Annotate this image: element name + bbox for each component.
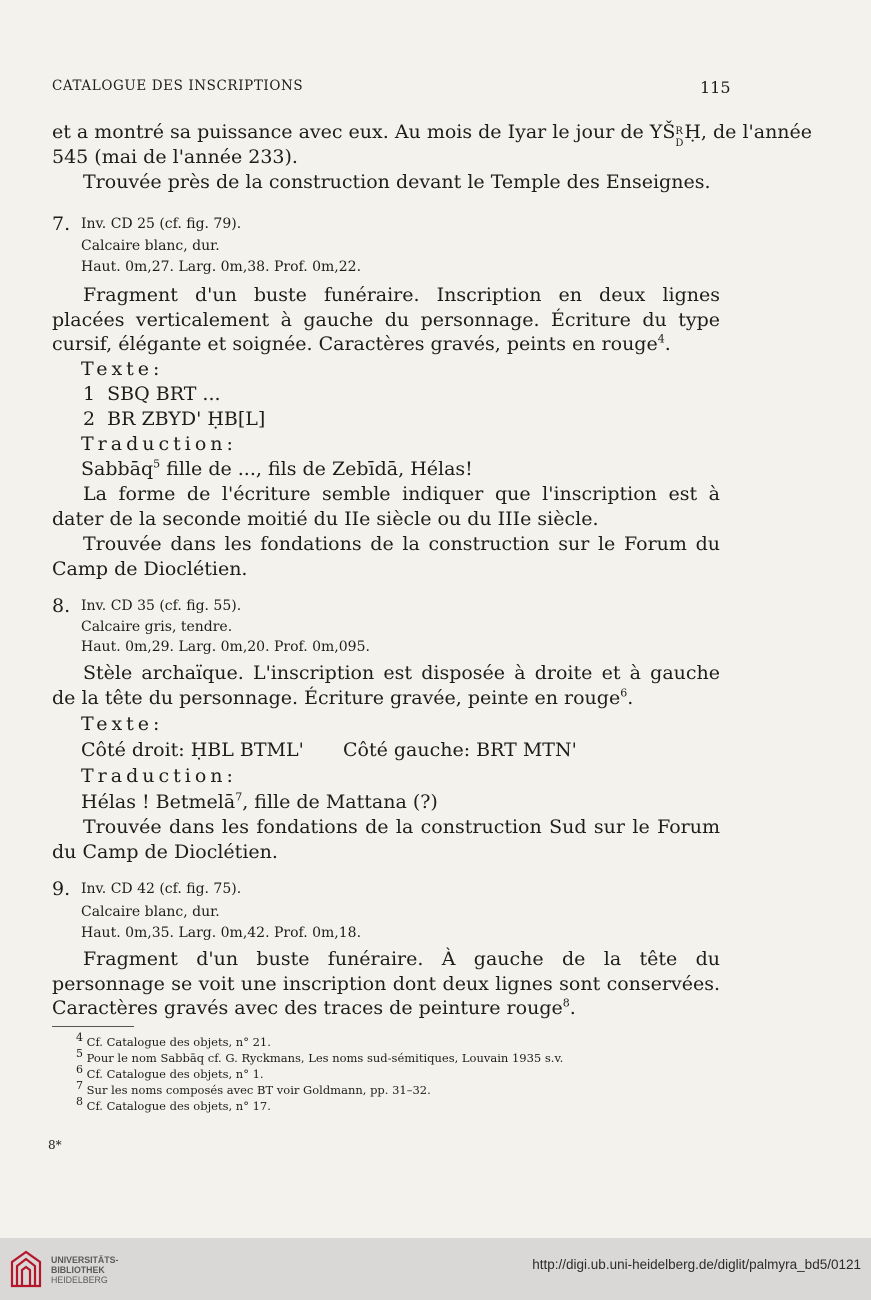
entry-7-number: 7. — [52, 213, 71, 235]
viewer-footer — [0, 1238, 871, 1300]
entry-7-description: Fragment d'un buste funéraire. Inscription en deux lignes placées verticalement à gauche du personnage. Écriture du type cursif, élégante et soignée. Caractères gravés, peints en rouge$^4$. — [52, 284, 720, 355]
intro-subscript: D — [675, 138, 684, 149]
entry-9-number: 9. — [52, 878, 71, 900]
entry-7-traduction-label: Traduction: — [81, 433, 237, 455]
entry-8-traduction-label: Traduction: — [81, 765, 237, 787]
running-header: CATALOGUE DES INSCRIPTIONS — [52, 78, 304, 94]
entry-8-dims: Haut. 0m,29. Larg. 0m,20. Prof. 0m,095. — [81, 639, 370, 655]
entry-8-number: 8. — [52, 595, 71, 617]
entry-9-description: Fragment d'un buste funéraire. À gauche de la tête du personnage se voit une inscription dont deux lignes sont conservées. Caractères gravés avec des traces de peinture rouge$^8$. — [52, 948, 720, 1019]
entry-8-description: Stèle archaïque. L'inscription est disposée à droite et à gauche de la tête du personnage. Écriture gravée, peinte en rouge$^6$. — [52, 662, 720, 709]
footnote-8: 8 Cf. Catalogue des objets, n° 17. — [76, 1095, 271, 1113]
library-name: UNIVERSITÄTS- BIBLIOTHEK HEIDELBERG — [51, 1255, 119, 1285]
intro-line-2: 545 (mai de l'année 233). — [52, 146, 298, 168]
entry-7-material: Calcaire blanc, dur. — [81, 238, 220, 254]
entry-8-texte-right-side: Côté droit: ḤBL BTML' — [81, 739, 304, 761]
entry-7-inv: Inv. CD 25 (cf. fig. 79). — [81, 216, 242, 232]
entry-9-dims: Haut. 0m,35. Larg. 0m,42. Prof. 0m,18. — [81, 925, 362, 941]
entry-7-found: Trouvée dans les fondations de la construction sur le Forum du Camp de Dioclétien. — [52, 533, 720, 580]
entry-7-dims: Haut. 0m,27. Larg. 0m,38. Prof. 0m,22. — [81, 259, 362, 275]
entry-8-inv: Inv. CD 35 (cf. fig. 55). — [81, 598, 242, 614]
entry-7-texte-line-1: 1 SBQ BRT ... — [83, 383, 221, 405]
intro-superscript: R — [675, 126, 683, 137]
entry-7-texte-label: Texte: — [81, 358, 164, 380]
intro-line-1: et a montré sa puissance avec eux. Au mois de Iyar le jour de YŠ R D Ḥ, de l'année — [52, 121, 813, 149]
entry-8-traduction: Hélas ! Betmelā$^7$, fille de Mattana (?) — [81, 790, 438, 813]
page-number: 115 — [700, 78, 731, 97]
footnote-6: 6 Cf. Catalogue des objets, n° 1. — [76, 1063, 264, 1081]
entry-7-texte-line-2: 2 BR ZBYD' ḤB[L] — [83, 408, 266, 430]
source-url-link[interactable]: http://digi.ub.uni-heidelberg.de/diglit/palmyra_bd5/0121 — [532, 1257, 861, 1272]
entry-8-texte-left-side: Côté gauche: BRT MTN' — [343, 739, 577, 761]
entry-8-texte-label: Texte: — [81, 713, 164, 735]
library-logo-icon — [8, 1248, 44, 1290]
entry-8-material: Calcaire gris, tendre. — [81, 619, 233, 635]
intro-found: Trouvée près de la construction devant le Temple des Enseignes. — [83, 171, 711, 193]
footnote-7: 7 Sur les noms composés avec BT voir Goldmann, pp. 31–32. — [76, 1079, 431, 1097]
footnote-4: 4 Cf. Catalogue des objets, n° 21. — [76, 1031, 271, 1049]
footnote-rule — [52, 1026, 134, 1027]
entry-9-material: Calcaire blanc, dur. — [81, 904, 220, 920]
entry-7-comment: La forme de l'écriture semble indiquer que l'inscription est à dater de la seconde moitié du IIe siècle ou du IIIe siècle. — [52, 483, 720, 530]
footnote-5: 5 Pour le nom Sabbāq cf. G. Ryckmans, Les noms sud-sémitiques, Louvain 1935 s.v. — [76, 1047, 564, 1065]
signature-mark: 8* — [48, 1138, 62, 1152]
entry-9-inv: Inv. CD 42 (cf. fig. 75). — [81, 881, 242, 897]
entry-7-traduction: Sabbāq$^5$ fille de ..., fils de Zebīdā, Hélas! — [81, 457, 473, 480]
entry-8-found: Trouvée dans les fondations de la construction Sud sur le Forum du Camp de Dioclétien. — [52, 816, 720, 863]
